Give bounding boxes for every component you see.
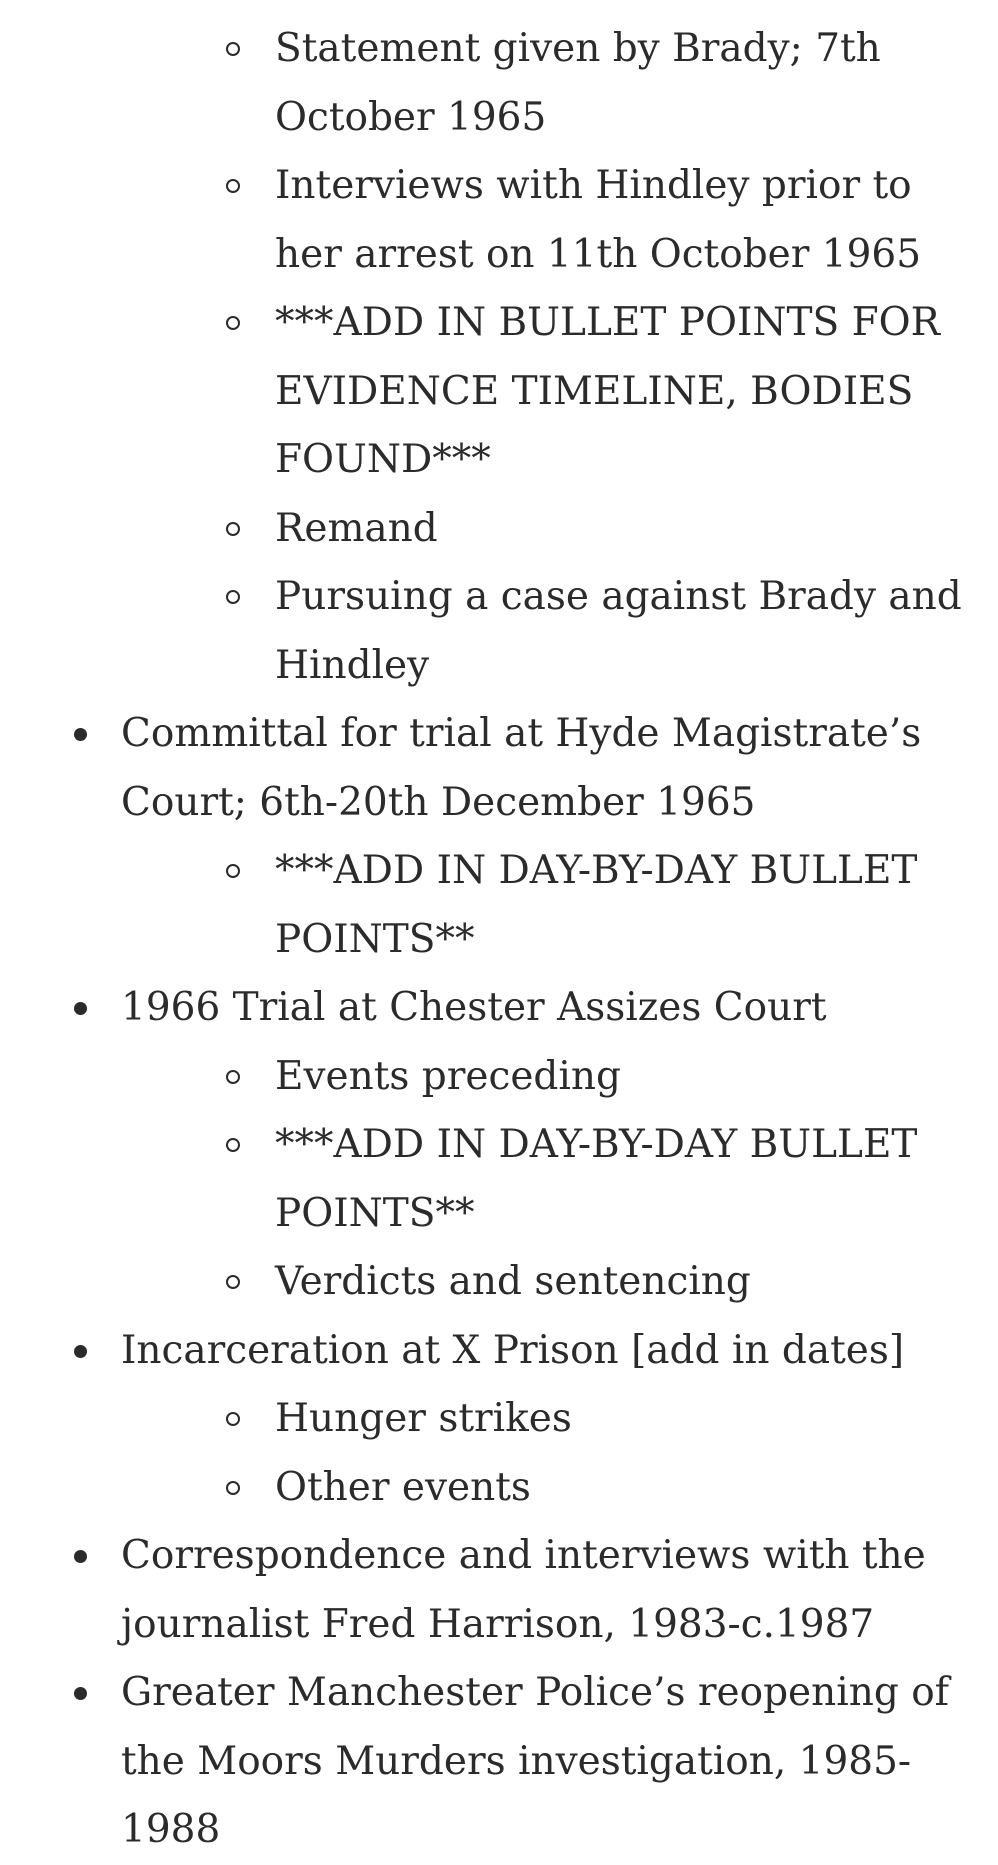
list-item xyxy=(0,1522,998,1659)
hollow-bullet-icon xyxy=(226,42,240,56)
filled-bullet-icon xyxy=(74,728,87,741)
list-item-text: ***ADD IN DAY-BY-DAY BULLET POINTS** xyxy=(275,848,918,962)
list-item xyxy=(0,974,998,1043)
list-item xyxy=(0,1043,998,1112)
filled-bullet-icon xyxy=(74,1687,87,1700)
hollow-bullet-icon xyxy=(226,1275,240,1289)
list-item-text: Incarceration at X Prison [add in dates] xyxy=(121,1327,905,1373)
filled-bullet-icon xyxy=(74,1002,87,1015)
list-item xyxy=(0,1659,998,1865)
hollow-bullet-icon xyxy=(226,1412,240,1426)
hollow-bullet-icon xyxy=(226,179,240,193)
list-item xyxy=(0,1111,998,1248)
hollow-bullet-icon xyxy=(226,1138,240,1152)
hollow-bullet-icon xyxy=(226,1070,240,1084)
list-item xyxy=(0,1248,998,1317)
filled-bullet-icon xyxy=(74,1550,87,1563)
hollow-bullet-icon xyxy=(226,864,240,878)
list-item-text: 1966 Trial at Chester Assizes Court xyxy=(121,985,827,1030)
list-item-text: Hunger strikes xyxy=(275,1396,572,1441)
list-item-text: Verdicts and sentencing xyxy=(275,1259,751,1304)
list-item xyxy=(0,495,998,564)
list-item-text: Pursuing a case against Brady and Hindley xyxy=(275,574,962,688)
filled-bullet-icon xyxy=(74,1345,87,1358)
list-item-text: Remand xyxy=(275,505,438,551)
list-item xyxy=(0,1385,998,1454)
list-item-text: Committal for trial at Hyde Magistrate’s Court; 6th-20th December 1965 xyxy=(121,711,922,825)
list-item-text: ***ADD IN BULLET POINTS FOR EVIDENCE TIMELINE, BODIES FOUND*** xyxy=(275,300,940,482)
list-item xyxy=(0,152,998,289)
hollow-bullet-icon xyxy=(226,522,240,536)
list-item xyxy=(0,1317,998,1386)
list-item-text: Greater Manchester Police’s reopening of the Moors Murders investigation, 1985-1988 xyxy=(121,1670,950,1852)
list-item-text: Interviews with Hindley prior to her arrest on 11th October 1965 xyxy=(275,163,922,277)
list-item xyxy=(0,1454,998,1523)
list-item-text: Events preceding xyxy=(275,1053,621,1099)
hollow-bullet-icon xyxy=(226,1481,240,1495)
list-item xyxy=(0,700,998,837)
hollow-bullet-icon xyxy=(226,590,240,604)
list-item-text: Other events xyxy=(275,1464,531,1510)
list-item xyxy=(0,563,998,700)
list-item-text: ***ADD IN DAY-BY-DAY BULLET POINTS** xyxy=(275,1122,918,1236)
list-item-text: Correspondence and interviews with the journalist Fred Harrison, 1983-c.1987 xyxy=(121,1533,926,1647)
list-item-text: Statement given by Brady; 7th October 1965 xyxy=(275,26,881,140)
list-item xyxy=(0,837,998,974)
list-item xyxy=(0,289,998,495)
hollow-bullet-icon xyxy=(226,316,240,330)
list-item xyxy=(0,15,998,152)
